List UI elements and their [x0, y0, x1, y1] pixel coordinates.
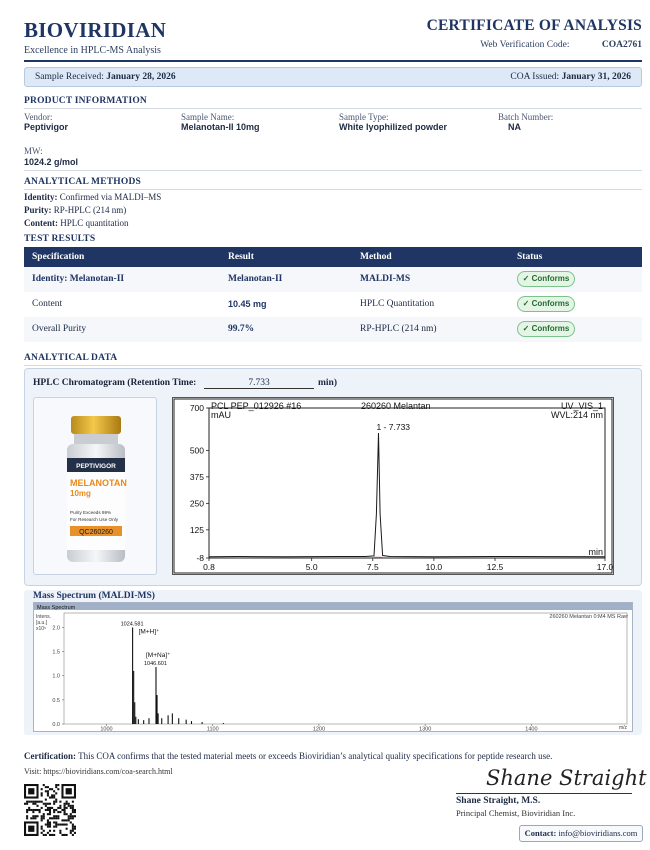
retention-time-unit: min) — [318, 378, 337, 388]
received-label: Sample Received: — [35, 72, 104, 82]
batch-label: Batch Number: — [498, 112, 554, 122]
content-label: Content: — [24, 218, 58, 228]
peak1-mz: 1024.581 — [120, 621, 144, 628]
column-header: Status — [517, 252, 543, 262]
peak1-label: [M+H]⁺ — [138, 628, 160, 636]
vial-image — [34, 398, 158, 576]
issued-value: January 31, 2026 — [561, 72, 631, 82]
ms-y-tick-label: 0.0 — [52, 722, 60, 728]
test-results-heading: TEST RESULTS — [24, 234, 96, 244]
conforms-badge: ✓ Conforms — [517, 271, 575, 287]
sample-type-value: White lyophilized powder — [339, 122, 447, 132]
divider — [24, 189, 642, 190]
y-tick-label: 500 — [189, 445, 204, 456]
ms-x-tick-label: 1100 — [206, 726, 219, 731]
spec-cell: Identity: Melanotan-II — [32, 274, 125, 284]
x-tick-label: 17.0 — [596, 562, 613, 572]
signer-name: Shane Straight, M.S. — [456, 796, 541, 806]
result-cell: 10.45 mg — [228, 299, 267, 309]
qr-code[interactable] — [24, 784, 76, 836]
certification-statement — [24, 751, 552, 761]
mw-label: MW: — [24, 146, 43, 156]
verification-label: Web Verification Code: — [480, 40, 570, 50]
y-tick-label: -8 — [196, 553, 204, 563]
analytical-data-heading: ANALYTICAL DATA — [24, 353, 118, 363]
purity-value: RP-HPLC (214 nm) — [53, 205, 127, 215]
sample-type-label: Sample Type: — [339, 112, 389, 122]
conforms-badge: ✓ Conforms — [517, 321, 575, 337]
ms-x-tick-label: 1000 — [100, 726, 113, 731]
x-tick-label: 12.5 — [486, 562, 504, 572]
verification-code — [480, 40, 642, 50]
contact-email: info@bioviridians.com — [558, 828, 638, 838]
mass-spectrum-plot — [34, 603, 632, 731]
ms-x-tick-label: 1200 — [312, 726, 326, 731]
received-date — [35, 72, 176, 82]
batch-value: NA — [508, 122, 521, 132]
y-tick-label: 700 — [189, 403, 204, 413]
peak2-label: [M+Na]⁺ — [145, 652, 171, 660]
chromatogram-plot — [173, 398, 613, 574]
header-divider — [24, 60, 642, 62]
certification-text: This COA confirms that the tested material meets or exceeds Bioviridian’s analytical quality specifications for peptide research use. — [78, 751, 553, 761]
certification-label: Certification: — [24, 751, 76, 761]
vial-line2: For Research Use Only — [70, 517, 118, 522]
brand-name: BIOVIRIDIAN — [24, 18, 167, 42]
y-tick-label: 125 — [189, 524, 204, 535]
x-tick-label: 5.0 — [305, 562, 318, 572]
column-header: Result — [228, 252, 254, 262]
spec-cell: Content — [32, 299, 63, 309]
x-tick-label: 10.0 — [425, 562, 443, 572]
ms-y-tick-label: 1.0 — [52, 673, 60, 680]
contact-button[interactable] — [519, 825, 643, 842]
vendor-value: Peptivigor — [24, 122, 69, 132]
brand-tagline: Excellence in HPLC-MS Analysis — [24, 45, 161, 56]
date-bar — [24, 67, 642, 87]
divider — [24, 170, 642, 171]
signature-line — [456, 793, 632, 794]
spec-cell: Overall Purity — [32, 324, 87, 334]
hplc-title: HPLC Chromatogram (Retention Time: — [33, 378, 197, 388]
table-row — [24, 267, 642, 292]
ms-y-tick-label: 0.5 — [52, 697, 60, 704]
mass-spectrum-title: Mass Spectrum (MALDI-MS) — [33, 591, 155, 601]
qr-code-icon — [24, 784, 76, 836]
retention-time-value: 7.733 — [204, 378, 314, 389]
ms-intens-label: Intens. — [36, 614, 52, 620]
chrom-header-mid: 260260 Melantan — [361, 401, 431, 411]
received-value: January 28, 2026 — [106, 72, 176, 82]
purity-label: Purity: — [24, 205, 52, 215]
analytical-methods-heading: ANALYTICAL METHODS — [24, 177, 142, 187]
product-info-heading: PRODUCT INFORMATION — [24, 96, 147, 106]
vendor-label: Vendor: — [24, 112, 53, 122]
content-value: HPLC quantitation — [60, 218, 129, 228]
result-cell: 99.7% — [228, 324, 255, 334]
sample-name-label: Sample Name: — [181, 112, 235, 122]
y-tick-label: 250 — [189, 498, 204, 509]
column-header: Method — [360, 252, 392, 262]
ms-scale-label: x10⁵ — [36, 626, 47, 632]
issued-label: COA Issued: — [510, 72, 560, 82]
divider — [24, 108, 642, 109]
verification-value: COA2761 — [601, 40, 642, 50]
vial-dose: 10mg — [70, 489, 91, 498]
table-row — [24, 292, 642, 317]
results-table-header — [24, 247, 642, 267]
divider — [24, 365, 642, 366]
hplc-chromatogram — [172, 397, 614, 575]
signer-role: Principal Chemist, Bioviridian Inc. — [456, 808, 576, 818]
result-cell: Melanotan-II — [228, 274, 283, 284]
content-method — [24, 218, 129, 228]
method-cell: HPLC Quantitation — [360, 299, 435, 309]
chrom-y-unit: mAU — [211, 410, 231, 420]
chrom-wvl: WVL:214 nm — [550, 410, 603, 420]
purity-method — [24, 205, 126, 215]
method-cell: RP-HPLC (214 nm) — [360, 324, 437, 334]
peak-label: 1 - 7.733 — [376, 422, 411, 432]
identity-label: Identity: — [24, 192, 58, 202]
x-tick-label: 0.8 — [203, 562, 215, 572]
issued-date — [510, 72, 631, 82]
ms-x-tick-label: 1400 — [525, 726, 538, 731]
ms-x-unit: m/z — [619, 725, 628, 731]
mass-spectrum — [33, 602, 633, 732]
contact-label: Contact: — [524, 828, 557, 838]
ms-right-header: 260260 Melantan 0:M4 MS Raw — [549, 614, 628, 620]
ms-y-tick-label: 2.0 — [52, 625, 60, 632]
visit-link[interactable]: Visit: https://bioviridians.com/coa-search.html — [24, 767, 173, 776]
table-row — [24, 317, 642, 342]
vial-brand: PEPTIVIGOR — [76, 463, 116, 470]
peak2-mz: 1046.601 — [143, 661, 167, 668]
conforms-badge: ✓ Conforms — [517, 296, 575, 312]
column-header: Specification — [32, 252, 85, 262]
sample-name-value: Melanotan-II 10mg — [181, 122, 260, 132]
y-tick-label: 375 — [189, 471, 204, 482]
vial-lot: QC260260 — [79, 529, 113, 536]
chrom-header-left: PCL PEP_012926 #16 — [211, 401, 302, 411]
signature: Shane Straight — [486, 766, 647, 790]
x-tick-label: 7.5 — [366, 562, 379, 572]
ms-unit-label: [a.u.] — [36, 620, 48, 626]
vial-photo — [33, 397, 157, 575]
chrom-header-right: UV_VIS_1 — [560, 401, 603, 411]
ms-header: Mass Spectrum — [37, 605, 76, 611]
vial-line1: Purity Exceeds 99% — [70, 510, 112, 515]
ms-y-tick-label: 1.5 — [52, 649, 60, 656]
document-title: CERTIFICATE OF ANALYSIS — [426, 17, 642, 34]
chrom-x-unit: min — [588, 547, 603, 557]
ms-x-tick-label: 1300 — [419, 726, 432, 731]
method-cell: MALDI-MS — [360, 274, 411, 284]
vial-product-name: MELANOTAN — [70, 478, 127, 488]
identity-method — [24, 192, 161, 202]
mw-value: 1024.2 g/mol — [24, 157, 79, 167]
identity-value: Confirmed via MALDI–MS — [59, 192, 162, 202]
